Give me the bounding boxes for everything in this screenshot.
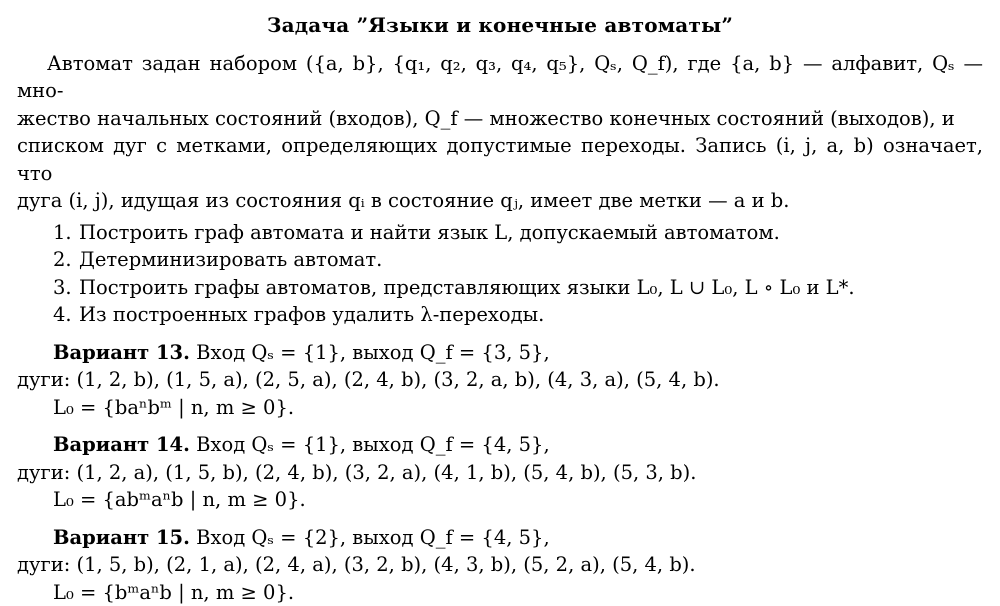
variant-arcs: дуги: (1, 2, b), (1, 5, a), (2, 5, a), (2, 4, b), (3, 2, a, b), (4, 3, a), (5, 4, b). <box>17 366 983 394</box>
list-item: 1. Построить граф автомата и найти язык L, допускаемый автоматом. <box>17 219 983 247</box>
variant-label: Вариант 15. <box>53 526 190 549</box>
task-list <box>17 219 983 329</box>
list-item: 2. Детерминизировать автомат. <box>17 246 983 274</box>
list-item: 4. Из построенных графов удалить λ-переходы. <box>17 301 983 329</box>
intro-line-2: жество начальных состояний (входов), Q_f — множество конечных состояний (выходов), и <box>17 105 983 133</box>
variant-io: Вход Qₛ = {2}, выход Q_f = {4, 5}, <box>196 526 550 549</box>
variant-arcs: дуги: (1, 2, a), (1, 5, b), (2, 4, b), (3, 2, a), (4, 1, b), (5, 4, b), (5, 3, b). <box>17 459 983 487</box>
variant-14 <box>17 431 983 514</box>
variant-arcs: дуги: (1, 5, b), (2, 1, a), (2, 4, a), (3, 2, b), (4, 3, b), (5, 2, a), (5, 4, b). <box>17 551 983 579</box>
intro-line-1: Автомат задан набором ({a, b}, {q₁, q₂, q₃, q₄, q₅}, Qₛ, Q_f), где {a, b} — алфавит, Qₛ — мно- <box>17 50 983 105</box>
list-item: 3. Построить графы автоматов, представляющих языки L₀, L ∪ L₀, L ∘ L₀ и L*. <box>17 274 983 302</box>
page-title: Задача ”Языки и конечные автоматы” <box>17 12 983 40</box>
intro-line-4: дуга (i, j), идущая из состояния qᵢ в состояние qⱼ, имеет две метки — a и b. <box>17 187 983 215</box>
variant-label: Вариант 14. <box>53 433 190 456</box>
variant-language: L₀ = {abᵐaⁿb | n, m ≥ 0}. <box>17 486 983 514</box>
variant-io: Вход Qₛ = {1}, выход Q_f = {4, 5}, <box>196 433 550 456</box>
intro-paragraph <box>17 50 983 215</box>
variant-15 <box>17 524 983 606</box>
variant-io: Вход Qₛ = {1}, выход Q_f = {3, 5}, <box>196 341 550 364</box>
variant-13 <box>17 339 983 422</box>
variant-language: L₀ = {baⁿbᵐ | n, m ≥ 0}. <box>17 394 983 422</box>
variant-label: Вариант 13. <box>53 341 190 364</box>
intro-line-3: списком дуг с метками, определяющих допустимые переходы. Запись (i, j, a, b) означает, что <box>17 132 983 187</box>
variant-language: L₀ = {bᵐaⁿb | n, m ≥ 0}. <box>17 579 983 606</box>
